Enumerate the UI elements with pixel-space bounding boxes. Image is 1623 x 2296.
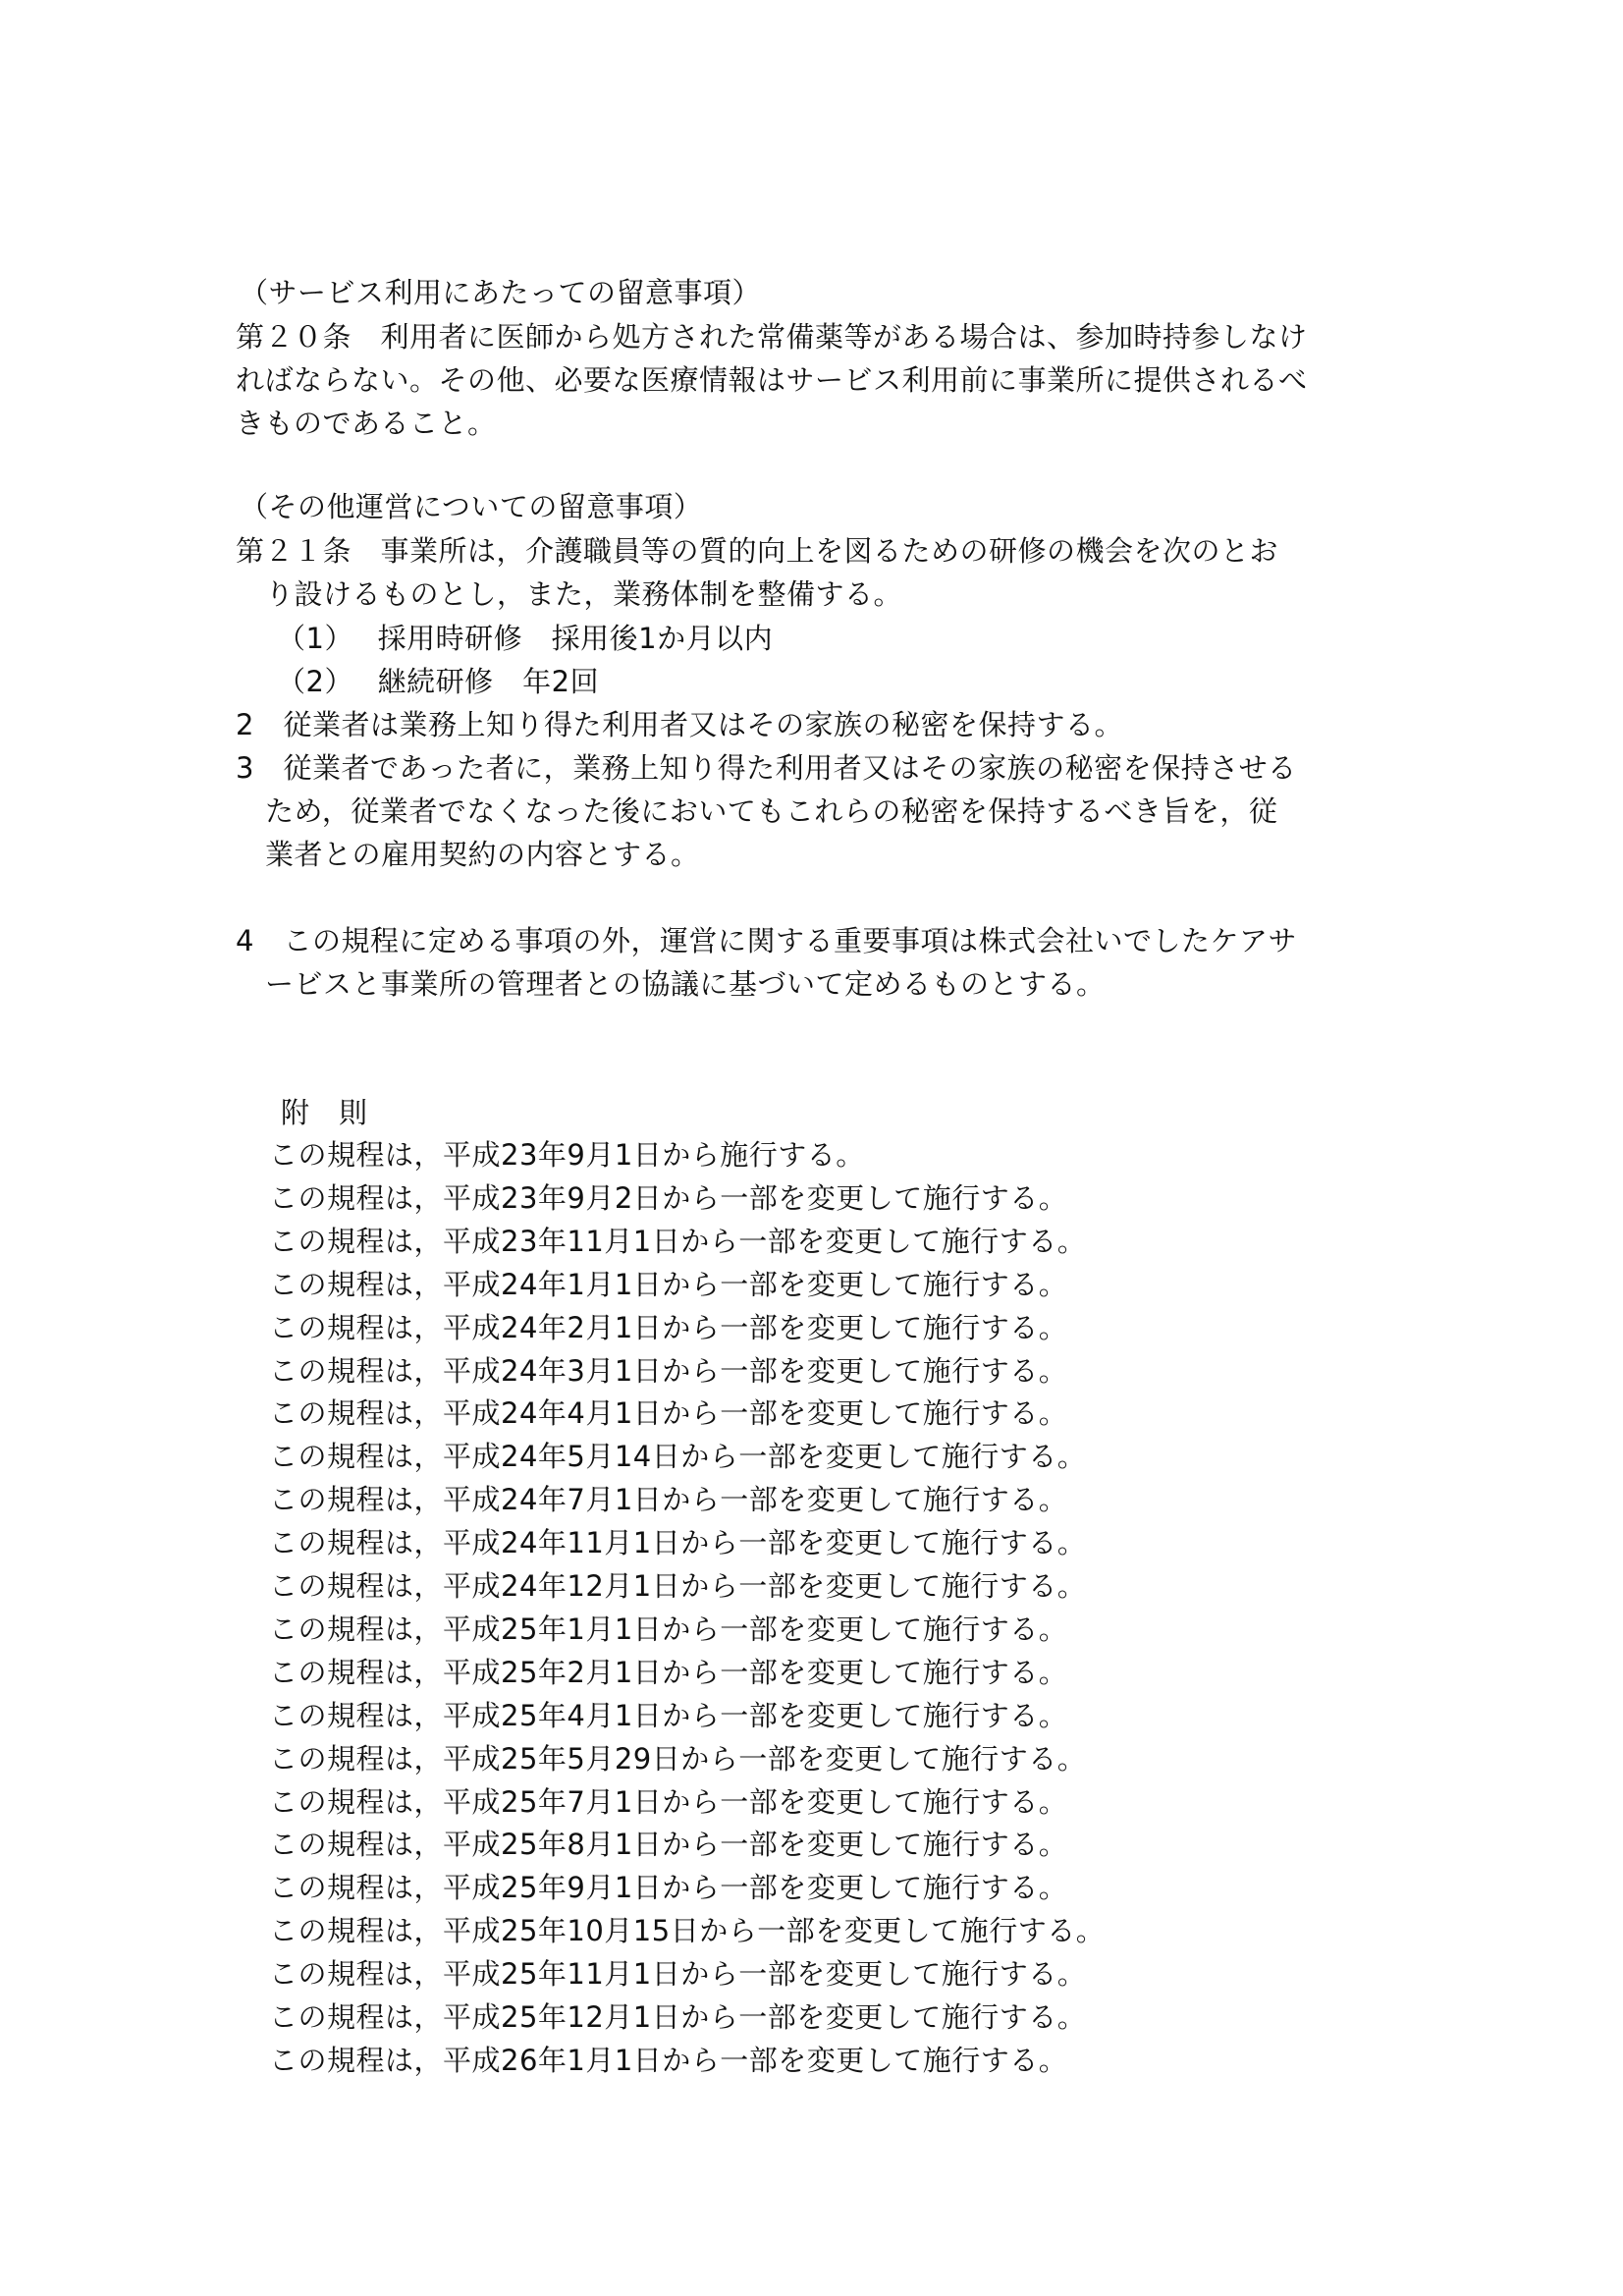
- article-21-item-4-line: 4 この規程に定める事項の外，運営に関する重要事項は株式会社いでしたケアサ: [236, 924, 1297, 957]
- article-20-heading: （サービス利用にあたっての留意事項）: [240, 276, 762, 309]
- provision-line: この規程は，平成25年1月1日から一部を変更して施行する。: [269, 1613, 1068, 1646]
- provision-line: この規程は，平成25年12月1日から一部を変更して施行する。: [269, 2000, 1087, 2034]
- provision-line: この規程は，平成25年8月1日から一部を変更して施行する。: [269, 1828, 1068, 1861]
- provision-line: この規程は，平成25年5月29日から一部を変更して施行する。: [269, 1742, 1087, 1776]
- provision-line: この規程は，平成24年1月1日から一部を変更して施行する。: [269, 1268, 1068, 1301]
- article-20-line: きものであること。: [236, 407, 497, 440]
- provision-line: この規程は，平成23年11月1日から一部を変更して施行する。: [269, 1225, 1087, 1258]
- article-21-line: り設けるものとし，また，業務体制を整備する。: [265, 577, 903, 611]
- article-20-line: 第２０条 利用者に医師から処方された常備薬等がある場合は、参加時持参しなけ: [236, 320, 1308, 354]
- provision-line: この規程は，平成23年9月1日から施行する。: [269, 1138, 865, 1172]
- provision-line: この規程は，平成24年4月1日から一部を変更して施行する。: [269, 1396, 1068, 1430]
- provision-line: この規程は，平成25年11月1日から一部を変更して施行する。: [269, 1957, 1087, 1991]
- provision-line: この規程は，平成24年12月1日から一部を変更して施行する。: [269, 1569, 1087, 1603]
- provision-line: この規程は，平成25年4月1日から一部を変更して施行する。: [269, 1699, 1068, 1732]
- provision-line: この規程は，平成25年10月15日から一部を変更して施行する。: [269, 1914, 1106, 1947]
- supplementary-heading: 附 則: [281, 1096, 368, 1129]
- provision-line: この規程は，平成24年11月1日から一部を変更して施行する。: [269, 1526, 1087, 1559]
- provision-line: この規程は，平成26年1月1日から一部を変更して施行する。: [269, 2044, 1068, 2077]
- training-item: （2） 継続研修 年2回: [277, 665, 600, 698]
- article-21-item-3-line: ため，従業者でなくなった後においてもこれらの秘密を保持するべき旨を，従: [265, 794, 1278, 828]
- provision-line: この規程は，平成25年9月1日から一部を変更して施行する。: [269, 1871, 1068, 1904]
- provision-line: この規程は，平成24年2月1日から一部を変更して施行する。: [269, 1311, 1068, 1344]
- article-21-item-2: 2 従業者は業務上知り得た利用者又はその家族の秘密を保持する。: [236, 708, 1123, 741]
- provision-line: この規程は，平成24年3月1日から一部を変更して施行する。: [269, 1354, 1068, 1388]
- article-21-item-3-line: 3 従業者であった者に，業務上知り得た利用者又はその家族の秘密を保持させる: [236, 751, 1297, 785]
- provision-line: この規程は，平成25年7月1日から一部を変更して施行する。: [269, 1785, 1068, 1819]
- training-item: （1） 採用時研修 採用後1か月以内: [277, 622, 774, 655]
- provision-line: この規程は，平成24年5月14日から一部を変更して施行する。: [269, 1440, 1087, 1473]
- provision-line: この規程は，平成23年9月2日から一部を変更して施行する。: [269, 1181, 1068, 1215]
- article-21-line: 第２１条 事業所は，介護職員等の質的向上を図るための研修の機会を次のとお: [236, 534, 1279, 568]
- article-21-item-4-line: ービスと事業所の管理者との協議に基づいて定めるものとする。: [265, 967, 1106, 1001]
- article-20-line: ればならない。その他、必要な医療情報はサービス利用前に事業所に提供されるべ: [236, 363, 1308, 397]
- provision-line: この規程は，平成24年7月1日から一部を変更して施行する。: [269, 1483, 1068, 1516]
- article-21-item-3-line: 業者との雇用契約の内容とする。: [265, 838, 700, 871]
- provision-line: この規程は，平成25年2月1日から一部を変更して施行する。: [269, 1656, 1068, 1689]
- article-21-heading: （その他運営についての留意事項）: [240, 490, 703, 523]
